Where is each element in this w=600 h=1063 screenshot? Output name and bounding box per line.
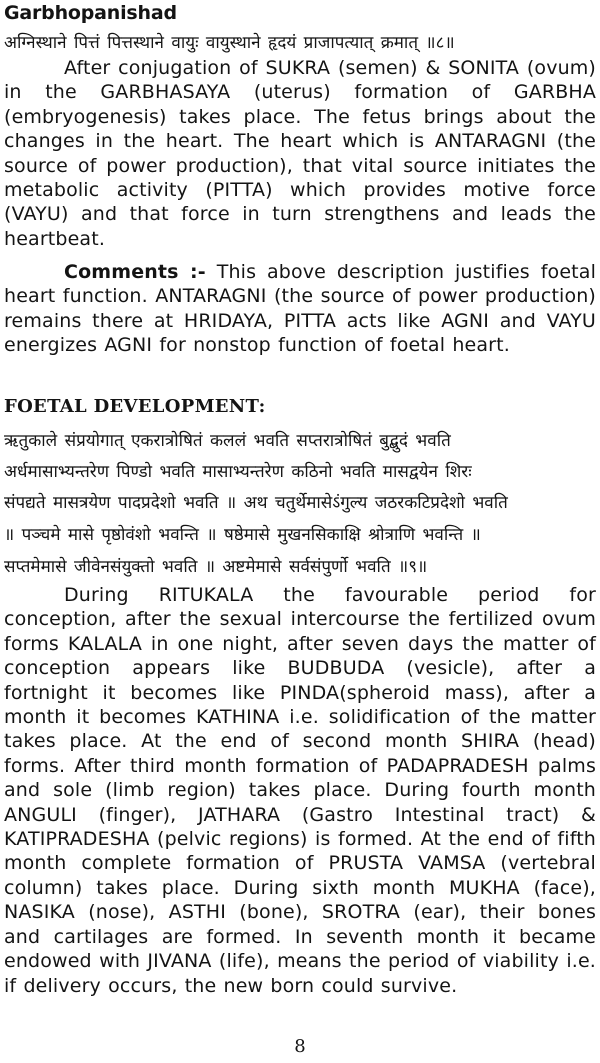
comments-paragraph xyxy=(4,260,596,358)
sanskrit-verse-9-line: ऋतुकाले संप्रयोगात् एकरात्रोषितं कललं भवति सप्तरात्रोषितं बुद्बुदं भवति xyxy=(4,431,451,451)
sanskrit-verse-9-line: ॥ पञ्चमे मासे पृष्ठोवंशो भवन्ति ॥ षष्ठेमासे मुखनसिकाक्षि श्रोत्राणि भवन्ति ॥ xyxy=(4,525,481,545)
sanskrit-verse-9-line: अर्धमासाभ्यन्तरेण पिण्डो भवति मासाभ्यन्तरेण कठिनो भवति मासद्वयेन शिरः xyxy=(4,462,472,482)
page-number: 8 xyxy=(294,1036,306,1057)
section-heading: FOETAL DEVELOPMENT: xyxy=(4,396,266,417)
sanskrit-verse-8: अग्निस्थाने पित्तं पित्तस्थाने वायुः वायुस्थाने हृदयं प्राजापत्यात् क्रमात् ॥८॥ xyxy=(4,33,455,53)
comments-label: Comments :- xyxy=(64,261,206,283)
comments-text: This above description justifies foetal heart function. ANTARAGNI (the source of power production) remains there at HRIDAYA, PITTA acts like AGNI and VAYU energizes AGNI for nonstop function of foetal heart. xyxy=(4,261,596,357)
paragraph-heart-formation: After conjugation of SUKRA (semen) & SONITA (ovum) in the GARBHASAYA (uterus) formation of GARBHA (embryogenesis) takes place. The fetus brings about the changes in the heart. The heart which is ANTARAGNI (the source of power production), that vital source initiates the metabolic activity (PITTA) which provides motive force (VAYU) and that force in turn strengthens and leads the heartbeat. xyxy=(4,57,596,250)
sanskrit-verse-9-line: सप्तमेमासे जीवेनसंयुक्तो भवति ॥ अष्टमेमासे सर्वसंपुर्णो भवति ॥९॥ xyxy=(4,557,428,577)
running-head: Garbhopanishad xyxy=(4,2,177,24)
sanskrit-verse-9-line: संपद्यते मासत्रयेण पादप्रदेशो भवति ॥ अथ चतुर्थेमासेऽंगुल्य जठरकटिप्रदेशो भवति xyxy=(4,493,508,513)
paragraph-foetal-development: During RITUKALA the favourable period for conception, after the sexual intercourse the fertilized ovum forms KALALA in one night, after seven days the matter of conception appears like BUDBUDA (vesicle), after a fortnight it becomes like PINDA(spheroid mass), after a month it becomes KATHINA i.e. solidification of the matter takes place. At the end of second month SHIRA (head) forms. After third month formation of PADAPRADESH palms and sole (limb region) takes place. During fourth month ANGULI (finger), JATHARA (Gastro Intestinal tract) & KATIPRADESHA (pelvic regions) is formed. At the end of fifth month complete formation of PRUSTA VAMSA (vertebral column) takes place. During sixth month MUKHA (face), NASIKA (nose), ASTHI (bone), SROTRA (ear), their bones and cartilages are formed. In seventh month it became endowed with JIVANA (life), means the period of viability i.e. if delivery occurs, the new born could survive. xyxy=(4,584,596,997)
